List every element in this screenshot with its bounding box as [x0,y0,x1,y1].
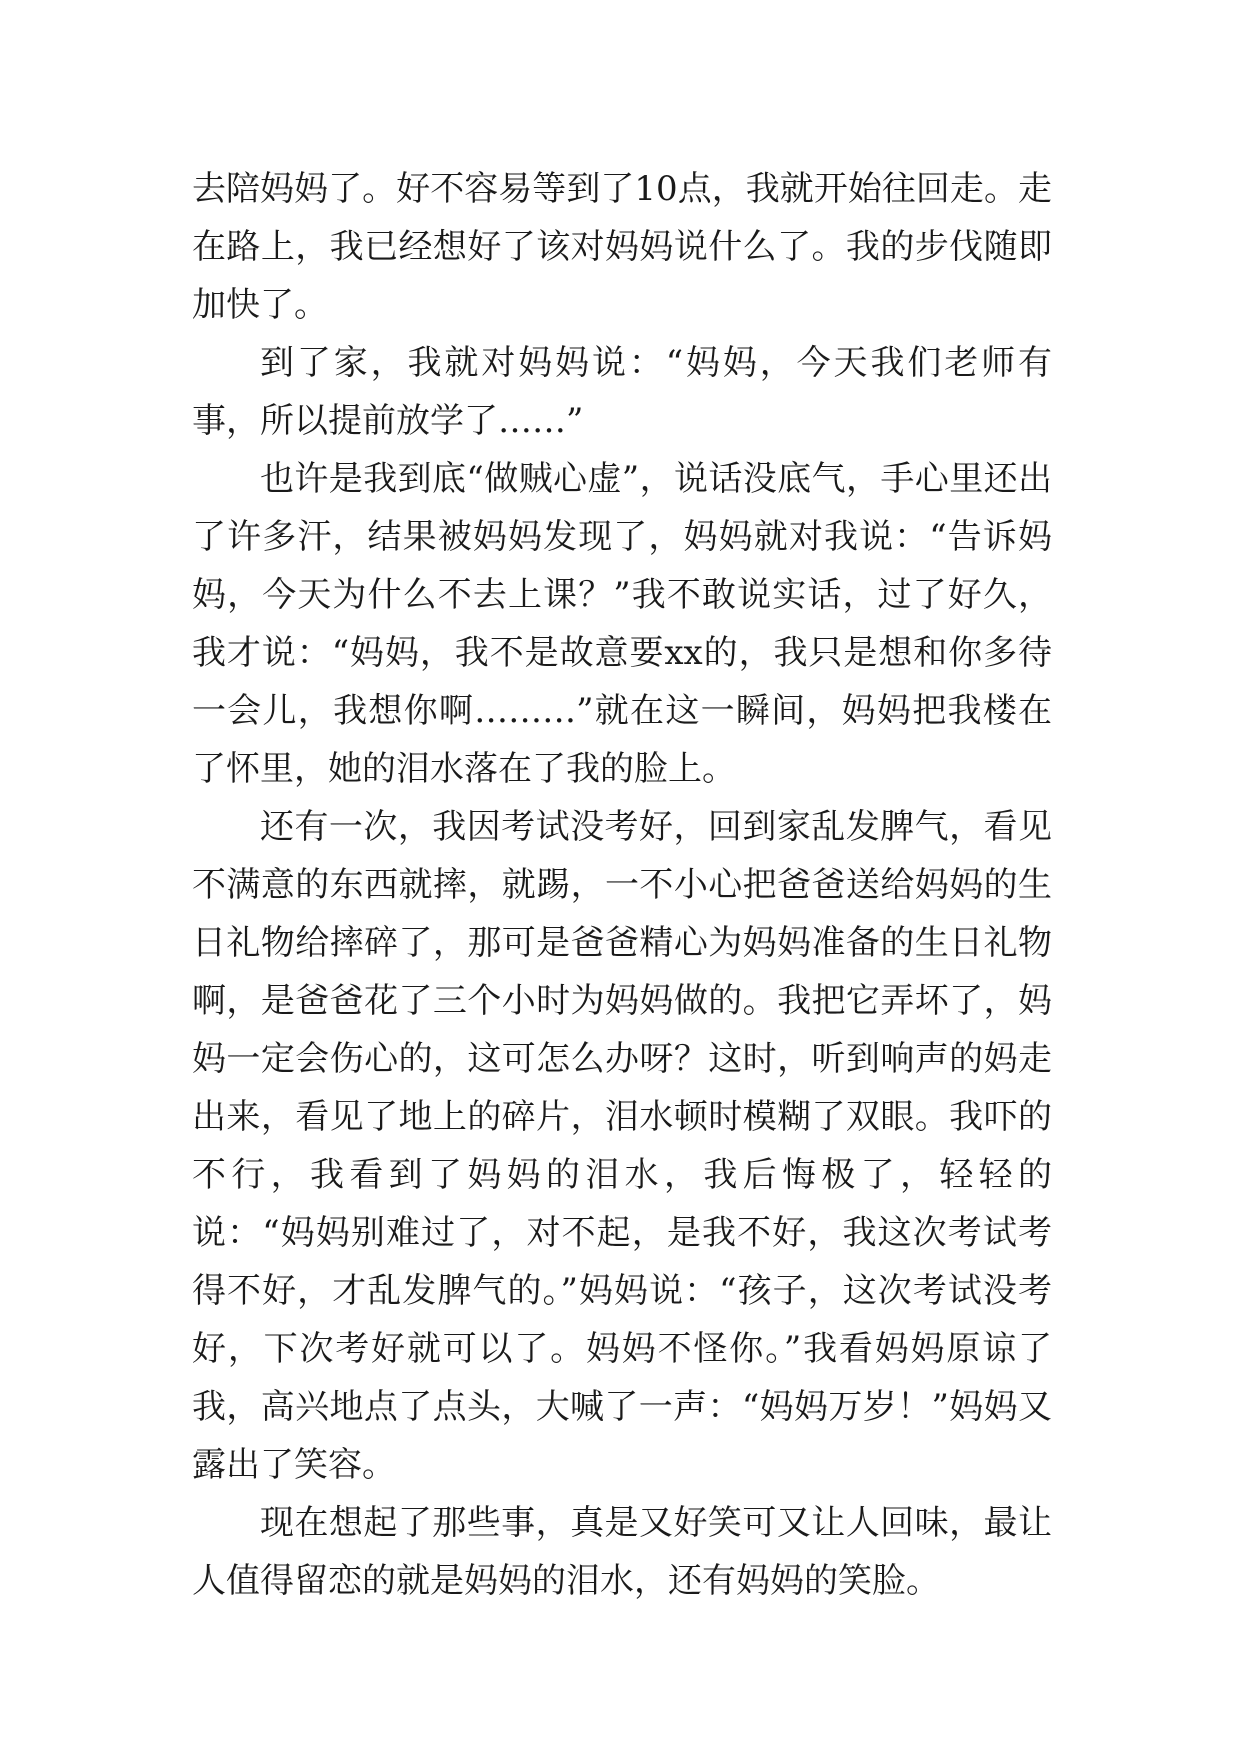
paragraph-4: 还有一次，我因考试没考好，回到家乱发脾气，看见不满意的东西就摔，就踢，一不小心把爸爸送给妈妈的生日礼物给摔碎了，那可是爸爸精心为妈妈准备的生日礼物啊，是爸爸花了三个小时为妈妈做的。我把它弄坏了，妈妈一定会伤心的，这可怎么办呀？这时，听到响声的妈走出来，看见了地上的碎片，泪水顿时模糊了双眼。我吓的不行，我看到了妈妈的泪水，我后悔极了，轻轻的说：“妈妈别难过了，对不起，是我不好，我这次考试考得不好，才乱发脾气的。”妈妈说：“孩子，这次考试没考好，下次考好就可以了。妈妈不怪你。”我看妈妈原谅了我，高兴地点了点头，大喊了一声：“妈妈万岁！”妈妈又露出了笑容。 [192,807,1052,1485]
paragraph-3: 也许是我到底“做贼心虚”，说话没底气，手心里还出了许多汗，结果被妈妈发现了，妈妈就对我说：“告诉妈妈，今天为什么不去上课？”我不敢说实话，过了好久，我才说：“妈妈，我不是故意要xx的，我只是想和你多待一会儿，我想你啊………”就在这一瞬间，妈妈把我楼在了怀里，她的泪水落在了我的脸上。 [192,459,1052,789]
document-body [192,160,1052,1610]
paragraph-1: 去陪妈妈了。好不容易等到了10点，我就开始往回走。走在路上，我已经想好了该对妈妈说什么了。我的步伐随即加快了。 [192,169,1052,325]
paragraph-2: 到了家，我就对妈妈说：“妈妈，今天我们老师有事，所以提前放学了……” [192,343,1052,441]
paragraph-5: 现在想起了那些事，真是又好笑可又让人回味，最让人值得留恋的就是妈妈的泪水，还有妈妈的笑脸。 [192,1503,1052,1601]
